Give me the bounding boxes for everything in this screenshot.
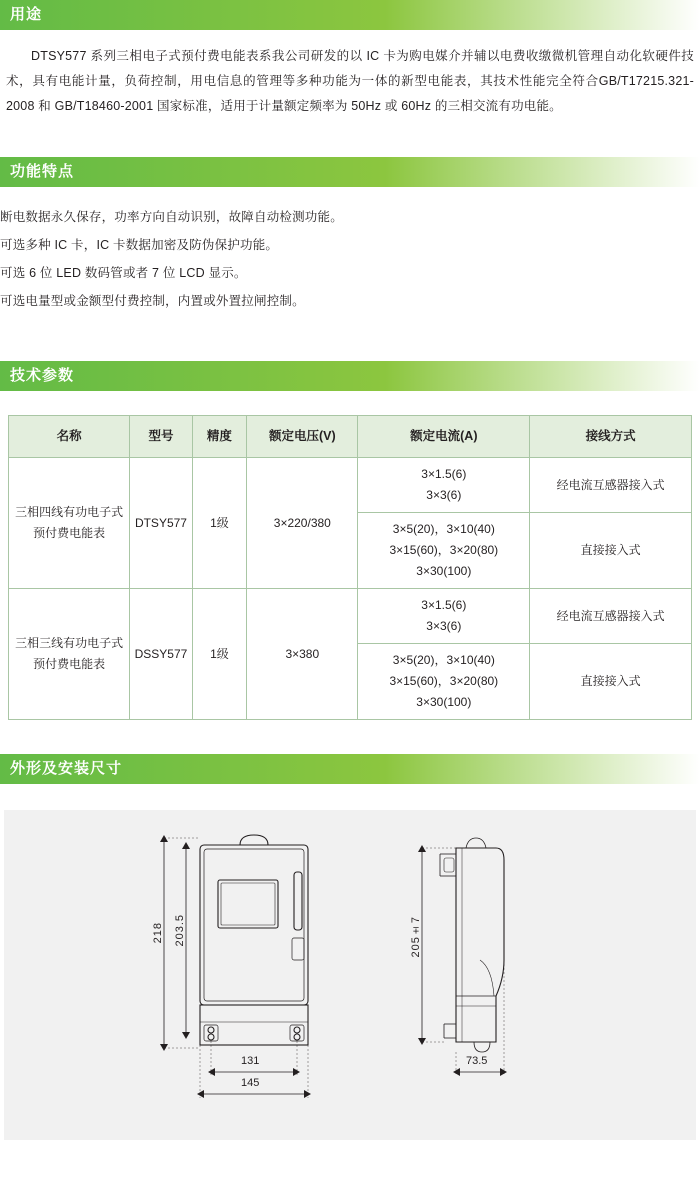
col-header-name: 名称 — [9, 416, 130, 458]
cell-accuracy-2: 1级 — [192, 589, 247, 720]
cell-wiring-1b: 直接接入式 — [530, 513, 692, 589]
dim-front-width-inner: 131 — [241, 1055, 260, 1067]
col-header-accuracy: 精度 — [192, 416, 247, 458]
dimension-drawing-area — [4, 810, 696, 1140]
spec-table-wrap — [0, 391, 700, 720]
cell-name-1: 三相四线有功电子式预付费电能表 — [9, 458, 130, 589]
purpose-paragraph: DTSY577 系列三相电子式预付费电能表系我公司研发的以 IC 卡为购电媒介并辅以电费收缴微机管理自动化软硬件技术，具有电能计量，负荷控制，用电信息的管理等多种功能为一体的新型电能表，其技术性能完全符合GB/T17215.321-2008 和 GB/T18460-2001 国家标准，适用于计量额定频率为 50Hz 或 60Hz 的三相交流有功电能。 — [6, 49, 694, 113]
dim-front-height-outer: 218 — [152, 922, 164, 944]
dim-side-width: 73.5 — [466, 1055, 488, 1067]
dim-side-height: 205±7 — [410, 916, 422, 958]
section-title-specs: 技术参数 — [10, 367, 75, 384]
col-header-wiring: 接线方式 — [530, 416, 692, 458]
table-header-row — [9, 416, 692, 458]
purpose-body — [0, 30, 700, 123]
dim-front-height-inner: 203.5 — [174, 914, 186, 947]
cell-model-1: DTSY577 — [130, 458, 192, 589]
col-header-model: 型号 — [130, 416, 192, 458]
section-header-specs — [0, 361, 700, 391]
feature-line-4: 可选电量型或金额型付费控制，内置或外置拉闸控制。 — [0, 294, 305, 308]
cell-voltage-2: 3×380 — [247, 589, 358, 720]
col-header-voltage: 额定电压(V) — [247, 416, 358, 458]
cell-current-2a: 3×1.5(6) 3×3(6) — [358, 589, 530, 644]
cell-current-1a: 3×1.5(6) 3×3(6) — [358, 458, 530, 513]
section-title-purpose: 用途 — [10, 6, 43, 23]
section-header-purpose — [0, 0, 700, 30]
section-header-features — [0, 157, 700, 187]
cell-name-2: 三相三线有功电子式预付费电能表 — [9, 589, 130, 720]
col-header-current: 额定电流(A) — [358, 416, 530, 458]
dim-front-width-outer: 145 — [241, 1077, 260, 1089]
spec-table — [8, 415, 692, 720]
cell-wiring-2a: 经电流互感器接入式 — [530, 589, 692, 644]
cell-wiring-2b: 直接接入式 — [530, 644, 692, 720]
cell-current-1b: 3×5(20)，3×10(40) 3×15(60)，3×20(80) 3×30(100) — [358, 513, 530, 589]
cell-model-2: DSSY577 — [130, 589, 192, 720]
section-title-features: 功能特点 — [10, 163, 75, 180]
feature-line-1: 断电数据永久保存，功率方向自动识别，故障自动检测功能。 — [0, 210, 343, 224]
table-row — [9, 458, 692, 513]
feature-line-3: 可选 6 位 LED 数码管或者 7 位 LCD 显示。 — [0, 266, 247, 280]
feature-line-2: 可选多种 IC 卡，IC 卡数据加密及防伪保护功能。 — [0, 238, 279, 252]
cell-wiring-1a: 经电流互感器接入式 — [530, 458, 692, 513]
section-title-dimensions: 外形及安装尺寸 — [10, 760, 123, 777]
cell-voltage-1: 3×220/380 — [247, 458, 358, 589]
cell-current-2b: 3×5(20)，3×10(40) 3×15(60)，3×20(80) 3×30(100) — [358, 644, 530, 720]
features-body — [0, 187, 700, 321]
cell-accuracy-1: 1级 — [192, 458, 247, 589]
dimension-drawing-svg — [4, 810, 696, 1140]
table-row — [9, 589, 692, 644]
section-header-dimensions — [0, 754, 700, 784]
